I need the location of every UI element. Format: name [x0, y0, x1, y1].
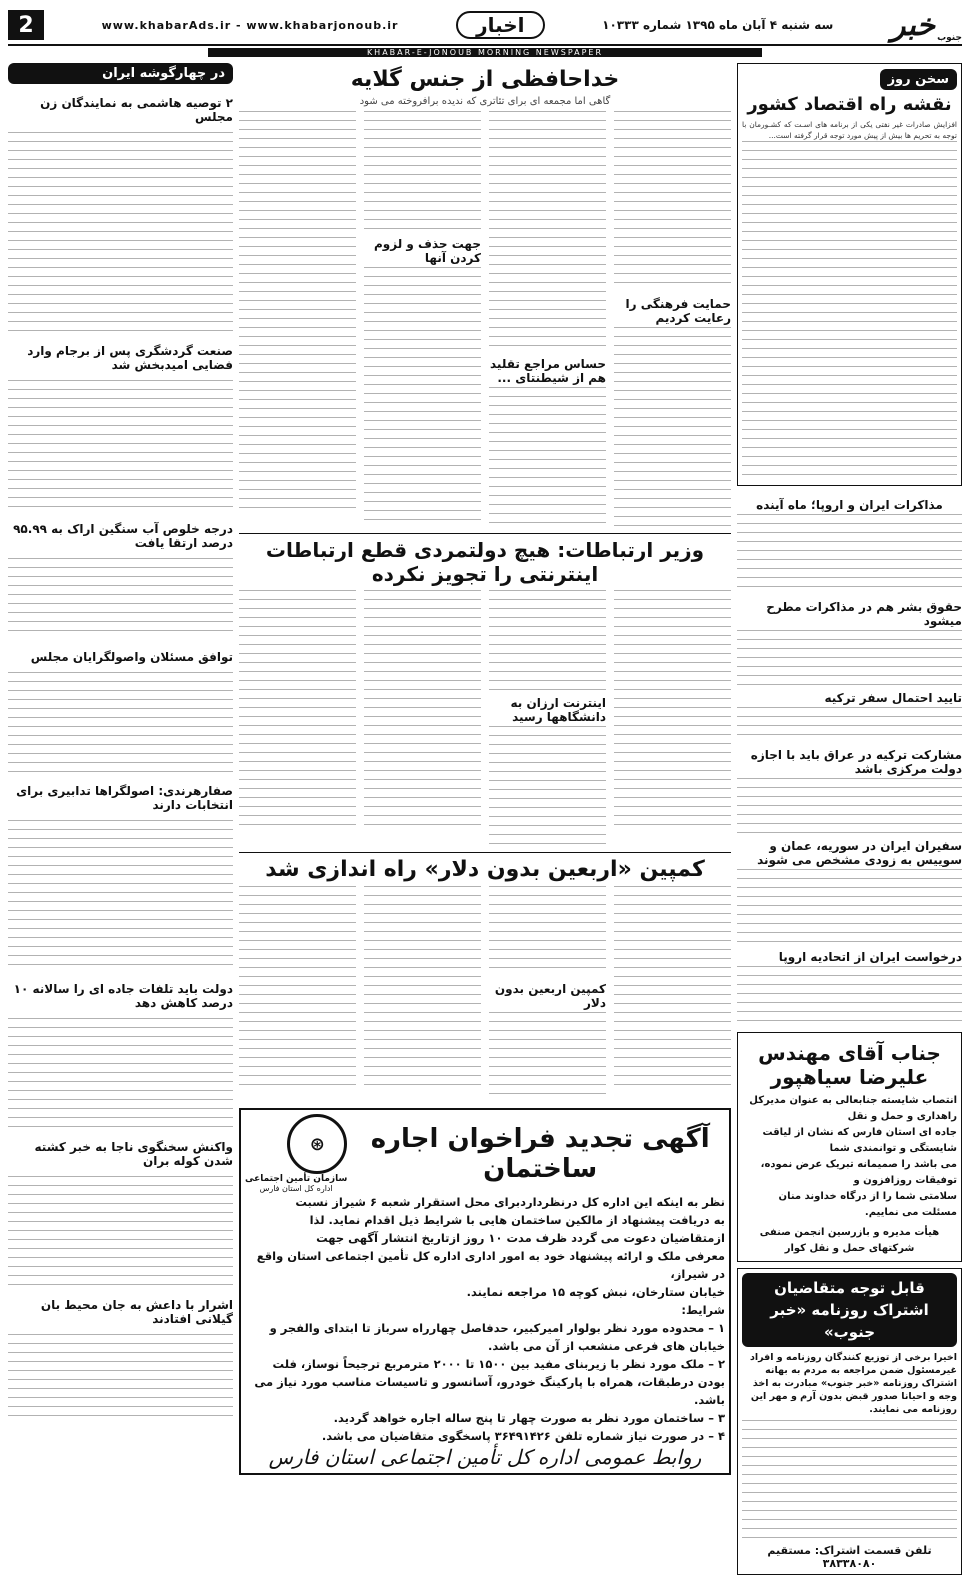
congrats-line-2: جاده ای استان فارس که نشان از لیاقت شایستگی و توانمندی شما — [762, 1127, 957, 1154]
kicker-1: گاهی اما مجمعه ای برای تئاتری که ندیده برافروخته می شود — [359, 96, 611, 107]
rental-ad — [239, 1108, 731, 1475]
congrats-ad — [737, 1032, 962, 1262]
news-headline: مذاکرات ایران و اروپا؛ ماه آینده — [756, 498, 943, 512]
subscription-phone: تلفن قسمت اشتراک: مستقیم ۳۸۳۳۸۰۸۰ — [767, 1544, 932, 1570]
page-number: 2 — [8, 10, 44, 40]
regional-item-5: دولت باید تلفات جاده ای را سالانه ۱۰ درصد کاهش دهد — [13, 982, 233, 1010]
regional-item-4: صفارهرندی: اصولگراها تدابیری برای انتخابات دارند — [16, 784, 233, 812]
news-block — [737, 492, 962, 1026]
subscription-body — [742, 1420, 957, 1540]
article-col — [239, 111, 356, 527]
body — [364, 590, 481, 830]
editorial-text: افزایش صادرات غیر نفتی یکی از برنامه های اسـت که کشـورمان با توجه به تحریم ها بیش از پیش مورد توجه قرار گرفته است... — [742, 120, 957, 140]
subhead-2: جهت حذف و لزوم کردن آنها — [373, 237, 481, 265]
body — [364, 267, 481, 527]
regional-body — [8, 1176, 233, 1286]
regional-body — [8, 820, 233, 970]
headline-1: خداحافظی از جنس گلایه — [350, 67, 620, 92]
regional-body — [8, 672, 233, 772]
regional-tag: در چهارگوشه ایران — [8, 63, 233, 84]
headline-2: وزیر ارتباطات: هیچ دولتمردی قطع ارتباطات اینترنتی را تجویز نکرده — [265, 538, 705, 586]
news-body — [737, 966, 962, 1026]
article-col — [239, 886, 356, 1102]
body — [489, 1012, 606, 1102]
headline-3: کمپین «اربعین بدون دلار» راه اندازی شد — [265, 857, 705, 882]
article-col — [364, 886, 481, 1102]
rental-line-5: خیابان ستارخان، نبش کوچه ۱۵ مراجعه نمایند. — [466, 1285, 725, 1299]
rental-signature: روابط عمومی اداره کل تأمین اجتماعی استان فارس — [268, 1445, 702, 1469]
body — [614, 327, 731, 527]
subscription-head-2: اشتراک روزنامه «خبر جنوب» — [770, 1301, 929, 1341]
article-3-columns — [239, 886, 731, 1102]
left-column — [8, 63, 233, 1428]
sub-item-4: درخواست ایران از اتحادیه اروپا — [778, 950, 962, 964]
article-col — [489, 886, 606, 1102]
body — [239, 886, 356, 1086]
center-column — [239, 63, 731, 1469]
sub-item-2: مشارکت ترکیه در عراق باید با اجازه دولت مرکزی باشد — [750, 748, 962, 776]
editorial-tag: سخن روز — [880, 69, 957, 90]
subhead-0: حمایت فرهنگی را رعایت کردیم — [625, 297, 731, 325]
regional-item-3: توافق مسئلان واصولگرایان مجلس — [30, 650, 233, 664]
body — [489, 387, 606, 527]
congrats-sign-1: هیأت مدیره و بازرسین انجمن صنفی — [759, 1227, 940, 1238]
editorial-box — [737, 63, 962, 486]
article-col — [364, 111, 481, 527]
editorial-title: نقشه راه اقتصاد کشور — [747, 94, 952, 115]
sub-item-0: حقوق بشر هم در مذاکرات مطرح میشود — [766, 600, 962, 628]
article-1 — [239, 63, 731, 527]
rental-line-1: نظر به اینکه این اداره کل درنظرداردبرای محل استقرار شعبه ۶ شیراز نسبت — [295, 1195, 725, 1209]
article-col — [614, 886, 731, 1102]
body — [614, 886, 731, 1086]
rental-cond-3: ۳ – ساختمان مورد نظر به صورت چهار تا پنج ساله اجاره خواهد گردید. — [333, 1411, 725, 1425]
regional-item-6: واکنش سخنگوی ناجا به خبر کشته شدن کوله بران — [34, 1140, 233, 1168]
congrats-line-4: سلامتی شما را از درگاه خداوند منان مسئلت می نماییم. — [778, 1191, 957, 1218]
rental-cond-4: ۴ – در صورت نیاز شماره تلفن ۳۶۴۹۱۴۲۶ پاسخگوی متقاضیان می باشد. — [321, 1429, 725, 1443]
article-col — [489, 111, 606, 527]
logo-sub: جنوب — [937, 32, 962, 43]
body — [489, 886, 606, 976]
sub-item-3: سفیران ایران در سوریه، عمان و سوییس به زودی مشخص می شوند — [757, 839, 962, 867]
congrats-title: جناب آقای مهندس علیرضا سیاهپور — [758, 1041, 941, 1089]
org-name: سازمان تأمین اجتماعی — [245, 1174, 348, 1184]
body — [364, 111, 481, 231]
rental-conditions: شرایط: — [681, 1303, 725, 1317]
section-title: اخبار — [456, 11, 544, 39]
news-body — [737, 869, 962, 944]
congrats-sign-2: شرکتهای حمل و نقل کوار — [784, 1243, 915, 1254]
news-body — [737, 778, 962, 833]
subscription-head — [742, 1273, 957, 1347]
regional-body — [8, 1334, 233, 1424]
rental-ad-title: آگهی تجدید فراخوان اجاره ساختمان — [370, 1123, 710, 1184]
article-2-columns — [239, 590, 731, 846]
article-2 — [239, 533, 731, 846]
rental-line-2: به دریافت پیشنهاد از مالکین ساختمان هایی با شرایط ذیل اقدام نماید. لذا — [309, 1213, 725, 1227]
body — [364, 886, 481, 1086]
regional-body — [8, 558, 233, 638]
subscription-text: اخیرا برخی از توزیع کنندگان روزنامه و افراد غیرمسئول ضمن مراجعه به مردم به بهانه اشتراک روزنامه «خبر جنوب» مبادرت به اخذ وجه و احیانا صدور قبض بدون آرم و مهر این روزنامه می نمایند. — [749, 1352, 957, 1415]
body — [239, 111, 356, 511]
news-body — [737, 514, 962, 594]
article-col — [489, 590, 606, 846]
subhead-1: حساس مراجع تقلید هم از شیطنتای ... — [489, 357, 606, 385]
strap: KHABAR-E-JONOUB MORNING NEWSPAPER — [208, 48, 762, 57]
org-block — [245, 1114, 347, 1193]
news-body — [737, 630, 962, 685]
article-1-columns — [239, 111, 731, 527]
article-col — [364, 590, 481, 846]
org-sub: اداره کل استان فارس — [259, 1184, 333, 1193]
editorial-body — [742, 141, 957, 481]
rental-line-3: ازمتقاضیان دعوت می گردد ظرف مدت ۱۰ روز ازتاریخ انتشار آگهی جهت — [316, 1231, 725, 1245]
body — [614, 590, 731, 830]
congrats-line-1: انتصاب شایسته جنابعالی به عنوان مدیرکل راهداری و حمل و نقل — [749, 1095, 957, 1122]
body — [489, 726, 606, 846]
org-logo-icon: ⊛ — [287, 1114, 347, 1174]
sub-item-1: تایید احتمال سفر ترکیه — [824, 691, 962, 705]
body — [489, 590, 606, 690]
regional-body — [8, 1018, 233, 1128]
body — [239, 590, 356, 830]
regional-item-7: اشرار با داعش به جان محیط بان گیلانی افتادند — [40, 1298, 233, 1326]
rental-line-4: معرفی ملک و ارائه پیشنهاد خود به امور اداری اداره کل تأمین اجتماعی استان واقع در شیراز، — [256, 1249, 725, 1281]
rental-cond-1: ۱ – محدوده مورد نظر بولوار امیرکبیر، حدفاصل چهارراه سرباز تا ابتدای والفجر و خیابان های فرعی منشعب از آن می باشد. — [269, 1321, 725, 1353]
subhead-3: اینترنت ارزان به دانشگاهها رسید — [510, 696, 606, 724]
subscription-head-1: قابل توجه متقاضیان — [774, 1279, 925, 1297]
websites: www.khabarAds.ir - www.khabarjonoub.ir — [101, 18, 399, 32]
masthead — [8, 6, 962, 46]
article-3 — [239, 852, 731, 1102]
regional-item-2: درجه خلوص آب سنگین اراک به ۹۵.۹۹ درصد ارتقا یافت — [13, 522, 233, 550]
logo-text: خبر — [890, 7, 936, 43]
subscription-ad — [737, 1268, 962, 1575]
body — [614, 111, 731, 291]
subhead-4: کمپین اربعین بدون دلار — [494, 982, 606, 1010]
right-column — [737, 63, 962, 1570]
article-col — [239, 590, 356, 846]
news-body — [737, 707, 962, 742]
regional-body — [8, 380, 233, 510]
regional-item-1: صنعت گردشگری پس از برجام وارد فضایی امیدبخش شد — [27, 344, 233, 372]
article-col — [614, 111, 731, 527]
article-col — [614, 590, 731, 846]
logo — [891, 8, 962, 43]
body — [489, 111, 606, 351]
rental-cond-2: ۲ – ملک مورد نظر با زیربنای مفید بین ۱۵۰۰ تا ۲۰۰۰ مترمربع ترجیحاً نوساز، فلت بودن درطبقات، همراه با پارکینگ خودرو، آسانسور و تاسیسات مناسب مورد نیاز می باشد. — [254, 1357, 725, 1407]
regional-item-0: ۲ توصیه هاشمی به نمایندگان زن مجلس — [40, 96, 233, 124]
congrats-line-3: می باشد را صمیمانه تبریک عرض نموده، توفیقات روزافزون و — [760, 1159, 957, 1186]
rental-ad-header — [245, 1114, 725, 1193]
dateline: سه شنبه ۴ آبان ماه ۱۳۹۵ شماره ۱۰۳۳۳ — [602, 18, 834, 32]
regional-body — [8, 132, 233, 332]
